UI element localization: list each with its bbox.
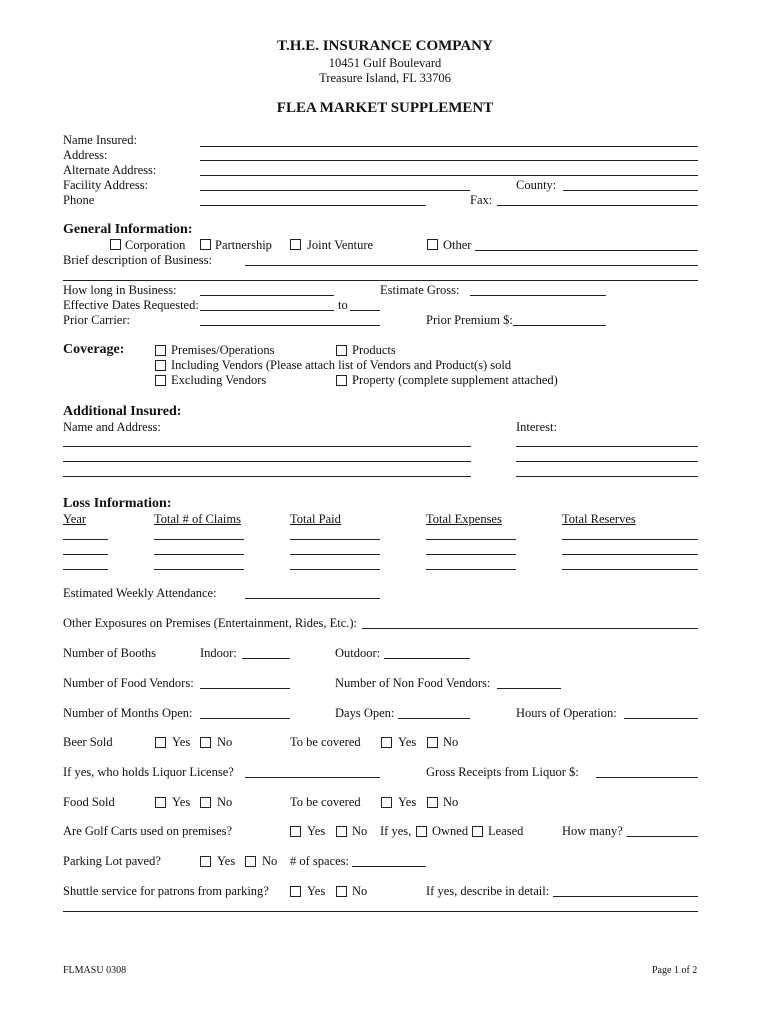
liquor-license-label: If yes, who holds Liquor License? [63, 765, 234, 779]
brief-description-field[interactable] [245, 265, 698, 266]
food-covered-no-checkbox[interactable] [427, 797, 438, 808]
brief-description-field-2[interactable] [63, 280, 698, 281]
company-address-line1: 10451 Gulf Boulevard [328, 56, 442, 70]
golf-carts-label: Are Golf Carts used on premises? [63, 824, 233, 838]
additional-insured-interest-line-2[interactable] [516, 461, 698, 462]
food-sold-label: Food Sold [63, 795, 115, 809]
loss-paid-field[interactable] [290, 539, 380, 540]
how-long-field[interactable] [200, 295, 334, 296]
num-spaces-label: # of spaces: [290, 854, 350, 868]
effective-dates-label: Effective Dates Requested: [63, 298, 199, 312]
how-long-label: How long in Business: [63, 283, 177, 297]
form-title: FLEA MARKET SUPPLEMENT [276, 100, 494, 116]
indoor-label: Indoor: [200, 646, 237, 660]
page-number: Page 1 of 2 [652, 965, 698, 976]
name-insured-label: Name Insured: [63, 133, 137, 147]
excluding-vendors-label: Excluding Vendors [171, 373, 267, 387]
loss-column-reserves: Total Reserves [562, 512, 636, 526]
company-address-line2: Treasure Island, FL 33706 [319, 71, 451, 85]
property-checkbox[interactable] [336, 375, 347, 386]
beer-sold-label: Beer Sold [63, 735, 113, 749]
additional-insured-name-line-1[interactable] [63, 446, 471, 447]
food-covered-label: To be covered [290, 795, 361, 809]
food-sold-yes-checkbox[interactable] [155, 797, 166, 808]
food-vendors-label: Number of Food Vendors: [63, 676, 194, 690]
premises-operations-checkbox[interactable] [155, 345, 166, 356]
beer-covered-yes-label: Yes [398, 735, 417, 749]
food-covered-yes-checkbox[interactable] [381, 797, 392, 808]
golf-carts-no-checkbox[interactable] [336, 826, 347, 837]
indoor-field[interactable] [242, 658, 290, 659]
golf-carts-yes-checkbox[interactable] [290, 826, 301, 837]
beer-covered-yes-checkbox[interactable] [381, 737, 392, 748]
parking-lot-label: Parking Lot paved? [63, 854, 161, 868]
county-field[interactable] [563, 190, 698, 191]
loss-information-heading: Loss Information: [63, 496, 172, 511]
beer-covered-label: To be covered [290, 735, 361, 749]
alternate-address-label: Alternate Address: [63, 163, 157, 177]
months-open-label: Number of Months Open: [63, 706, 193, 720]
food-sold-yes-label: Yes [172, 795, 191, 809]
corporation-checkbox[interactable] [110, 239, 121, 250]
loss-expenses-field[interactable] [426, 539, 516, 540]
partnership-label: Partnership [215, 238, 272, 252]
liquor-license-field[interactable] [245, 777, 380, 778]
effective-date-from-field[interactable] [200, 310, 334, 311]
shuttle-describe-field[interactable] [553, 896, 698, 897]
golf-carts-if-yes-label: If yes, [380, 824, 412, 838]
county-label: County: [516, 178, 557, 192]
other-exposures-field[interactable] [362, 628, 698, 629]
including-vendors-checkbox[interactable] [155, 360, 166, 371]
days-open-field[interactable] [398, 718, 470, 719]
food-covered-no-label: No [443, 795, 459, 809]
beer-sold-yes-label: Yes [172, 735, 191, 749]
estimate-gross-field[interactable] [470, 295, 606, 296]
parking-lot-yes-label: Yes [217, 854, 236, 868]
shuttle-describe-label: If yes, describe in detail: [426, 884, 550, 898]
phone-label: Phone [63, 193, 95, 207]
premises-operations-label: Premises/Operations [171, 343, 275, 357]
name-and-address-label: Name and Address: [63, 420, 161, 434]
loss-paid-field[interactable] [290, 569, 380, 570]
loss-expenses-field[interactable] [426, 569, 516, 570]
beer-covered-no-checkbox[interactable] [427, 737, 438, 748]
shuttle-no-label: No [352, 884, 368, 898]
estimate-gross-label: Estimate Gross: [380, 283, 460, 297]
golf-carts-no-label: No [352, 824, 368, 838]
facility-address-label: Facility Address: [63, 178, 149, 192]
gross-receipts-liquor-label: Gross Receipts from Liquor $: [426, 765, 579, 779]
facility-address-field[interactable] [200, 190, 470, 191]
golf-carts-leased-checkbox[interactable] [472, 826, 483, 837]
additional-insured-interest-line-3[interactable] [516, 476, 698, 477]
form-number: FLMASU 0308 [63, 965, 127, 976]
excluding-vendors-checkbox[interactable] [155, 375, 166, 386]
hours-of-operation-field[interactable] [624, 718, 698, 719]
loss-column-expenses: Total Expenses [426, 512, 502, 526]
including-vendors-label: Including Vendors (Please attach list of Vendors and Product(s) sold [171, 358, 512, 372]
golf-carts-owned-checkbox[interactable] [416, 826, 427, 837]
beer-sold-no-checkbox[interactable] [200, 737, 211, 748]
loss-column-claims: Total # of Claims [154, 512, 241, 526]
prior-carrier-field[interactable] [200, 325, 380, 326]
weekly-attendance-label: Estimated Weekly Attendance: [63, 586, 217, 600]
shuttle-describe-field-2[interactable] [63, 911, 698, 912]
alternate-address-field[interactable] [200, 175, 698, 176]
beer-sold-no-label: No [217, 735, 233, 749]
food-vendors-field[interactable] [200, 688, 290, 689]
outdoor-field[interactable] [384, 658, 470, 659]
gross-receipts-liquor-field[interactable] [596, 777, 698, 778]
fax-field[interactable] [497, 205, 698, 206]
hours-of-operation-label: Hours of Operation: [516, 706, 617, 720]
golf-carts-owned-label: Owned [432, 824, 469, 838]
loss-expenses-field[interactable] [426, 554, 516, 555]
fax-label: Fax: [470, 193, 493, 207]
loss-claims-field[interactable] [154, 539, 244, 540]
loss-year-field[interactable] [63, 554, 108, 555]
additional-insured-heading: Additional Insured: [63, 404, 182, 419]
loss-claims-field[interactable] [154, 554, 244, 555]
how-many-field[interactable] [627, 836, 698, 837]
general-information-heading: General Information: [63, 222, 193, 237]
parking-lot-no-label: No [262, 854, 278, 868]
months-open-field[interactable] [200, 718, 290, 719]
outdoor-label: Outdoor: [335, 646, 381, 660]
joint-venture-label: Joint Venture [307, 238, 374, 252]
loss-claims-field[interactable] [154, 569, 244, 570]
non-food-vendors-label: Number of Non Food Vendors: [335, 676, 491, 690]
effective-date-to-label: to [338, 298, 348, 312]
days-open-label: Days Open: [335, 706, 395, 720]
company-name: T.H.E. INSURANCE COMPANY [277, 38, 493, 54]
parking-lot-no-checkbox[interactable] [245, 856, 256, 867]
beer-covered-no-label: No [443, 735, 459, 749]
shuttle-no-checkbox[interactable] [336, 886, 347, 897]
food-covered-yes-label: Yes [398, 795, 417, 809]
additional-insured-name-line-2[interactable] [63, 461, 471, 462]
additional-insured-interest-line-1[interactable] [516, 446, 698, 447]
prior-carrier-label: Prior Carrier: [63, 313, 130, 327]
shuttle-yes-label: Yes [307, 884, 326, 898]
name-insured-field[interactable] [200, 146, 698, 147]
property-label: Property (complete supplement attached) [352, 373, 558, 387]
other-exposures-label: Other Exposures on Premises (Entertainment, Rides, Etc.): [63, 616, 358, 630]
loss-paid-field[interactable] [290, 554, 380, 555]
effective-date-to-field[interactable] [350, 310, 380, 311]
loss-column-paid: Total Paid [290, 512, 341, 526]
shuttle-service-label: Shuttle service for patrons from parking? [63, 884, 269, 898]
shuttle-yes-checkbox[interactable] [290, 886, 301, 897]
interest-label: Interest: [516, 420, 557, 434]
food-sold-no-checkbox[interactable] [200, 797, 211, 808]
corporation-label: Corporation [125, 238, 186, 252]
loss-year-field[interactable] [63, 569, 108, 570]
loss-reserves-field[interactable] [562, 554, 698, 555]
phone-field[interactable] [200, 205, 426, 206]
num-spaces-field[interactable] [352, 866, 426, 867]
parking-lot-yes-checkbox[interactable] [200, 856, 211, 867]
non-food-vendors-field[interactable] [497, 688, 561, 689]
coverage-heading: Coverage: [63, 342, 125, 357]
address-label: Address: [63, 148, 108, 162]
loss-reserves-field[interactable] [562, 539, 698, 540]
golf-carts-yes-label: Yes [307, 824, 326, 838]
food-sold-no-label: No [217, 795, 233, 809]
additional-insured-name-line-3[interactable] [63, 476, 471, 477]
weekly-attendance-field[interactable] [245, 598, 380, 599]
brief-description-label: Brief description of Business: [63, 253, 212, 267]
loss-column-year: Year [63, 512, 87, 526]
number-of-booths-label: Number of Booths [63, 646, 157, 660]
how-many-label: How many? [562, 824, 623, 838]
loss-year-field[interactable] [63, 539, 108, 540]
other-checkbox[interactable] [427, 239, 438, 250]
golf-carts-leased-label: Leased [488, 824, 524, 838]
partnership-checkbox[interactable] [200, 239, 211, 250]
other-field[interactable] [475, 250, 698, 251]
prior-premium-field[interactable] [513, 325, 606, 326]
prior-premium-label: Prior Premium $: [426, 313, 513, 327]
loss-reserves-field[interactable] [562, 569, 698, 570]
products-checkbox[interactable] [336, 345, 347, 356]
products-label: Products [352, 343, 396, 357]
beer-sold-yes-checkbox[interactable] [155, 737, 166, 748]
other-label: Other [443, 238, 472, 252]
address-field[interactable] [200, 160, 698, 161]
joint-venture-checkbox[interactable] [290, 239, 301, 250]
